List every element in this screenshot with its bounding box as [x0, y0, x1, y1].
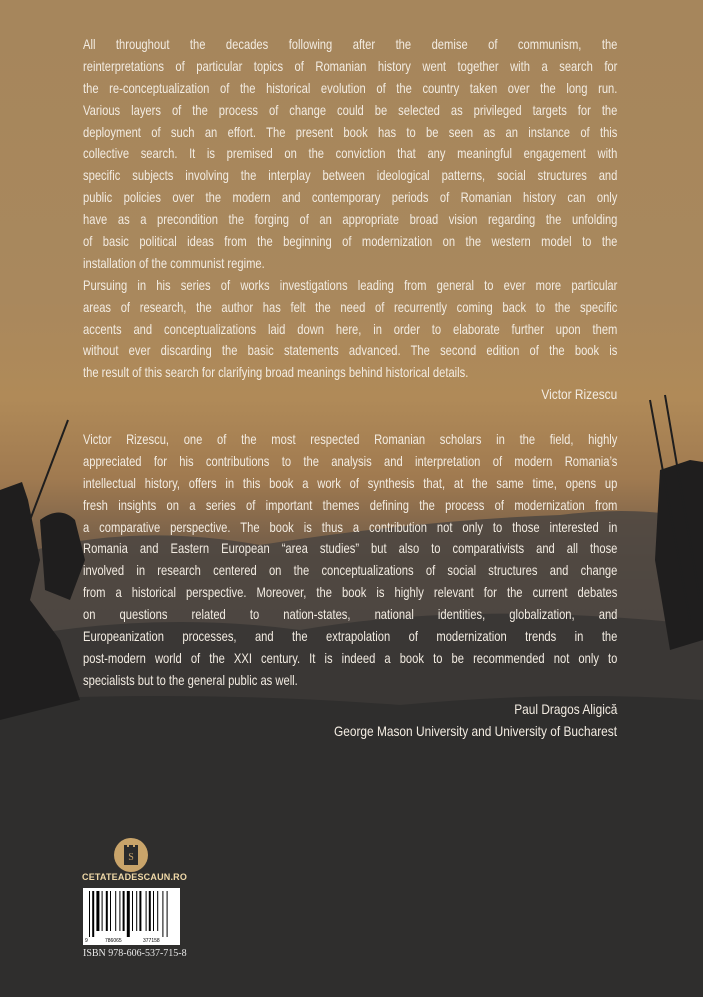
isbn: ISBN 978-606-537-715-8	[83, 948, 187, 959]
barcode-digit: 377158	[143, 938, 160, 944]
barcode-bar	[149, 891, 151, 931]
barcode-bar	[102, 891, 103, 931]
description-paragraph-1	[83, 34, 703, 406]
barcode-bar	[110, 891, 111, 931]
text-line: the result of this search for clarifying broad meanings behind historical details.	[83, 364, 469, 381]
text-line: fresh insights on a series of important themes defining the process of modernization from	[83, 496, 618, 513]
barcode-bar	[132, 891, 133, 931]
barcode-digit: 9	[85, 938, 88, 944]
text-line: areas of research, the author has felt the need of recurrently coming back to the specific	[83, 298, 618, 315]
text-line: Various layers of the process of change could be selected as privileged targets for the	[83, 101, 618, 118]
barcode-bar	[162, 891, 163, 937]
reviewer-name-text: Paul Dragos Aligică	[513, 700, 617, 717]
barcode-bar	[139, 891, 141, 931]
text-line: specialists but to the general public as well.	[83, 671, 298, 688]
barcode-bar	[157, 891, 158, 931]
text-line: public policies over the modern and contemporary periods of Romanian history can only	[83, 189, 618, 206]
text-line: a comparative perspective. The book is thus a contribution not only to those interested in	[83, 518, 618, 535]
review-paragraph	[83, 429, 703, 742]
author-name: Victor Rizescu	[541, 386, 617, 403]
text-line: specific subjects involving the interplay between ideological patterns, social structures and	[83, 167, 618, 184]
text-line: intellectual history, offers in this book a work of synthesis that, at the same time, opens up	[83, 474, 618, 491]
barcode	[83, 888, 180, 945]
barcode-bar	[89, 891, 90, 937]
text-line: Romania and Eastern European “area studies” but also to comparativists and all those	[83, 540, 618, 557]
barcode-bar	[92, 891, 94, 937]
reviewer-affiliation-text: George Mason University and University of Bucharest	[333, 722, 617, 739]
barcode-bar	[146, 891, 147, 931]
barcode-bar	[153, 891, 154, 931]
text-line: collective search. It is premised on the conviction that any meaningful engagement with	[83, 145, 618, 162]
text-line: of basic political ideas from the beginning of modernization on the western model to the	[83, 233, 618, 250]
barcode-bar	[127, 891, 130, 937]
text-line: Pursuing in his series of works investigations leading from general to ever more particular	[83, 276, 618, 293]
barcode-bar	[96, 891, 99, 931]
publisher-logo-icon	[114, 838, 148, 872]
reviewer-name	[83, 699, 617, 721]
svg-text:S: S	[128, 852, 134, 863]
text-line: involved in research centered on the conceptualizations of social structures and change	[83, 562, 618, 579]
text-line: post-modern world of the XXI century. It is indeed a book to be recommended not only to	[83, 649, 618, 666]
text-line: reinterpretations of particular topics of Romanian history went together with a search for	[83, 57, 618, 74]
text-line: All throughout the decades following after the demise of communism, the	[83, 36, 618, 52]
text-line: on questions related to nation-states, national identities, globalization, and	[83, 606, 618, 623]
text-line: without ever discarding the basic statements advanced. The second edition of the book is	[83, 342, 618, 359]
text-line: installation of the communist regime.	[83, 254, 265, 271]
barcode-digit: 786065	[105, 938, 122, 944]
text-line: from a historical perspective. Moreover, the book is highly relevant for the current debates	[83, 584, 618, 601]
text-line: have as a precondition the forging of an appropriate broad vision regarding the unfolding	[83, 211, 618, 228]
barcode-bar	[115, 891, 116, 931]
text-line: the re-conceptualization of the historical evolution of the country taken over the long run.	[83, 79, 618, 96]
barcode-bar	[119, 891, 120, 931]
barcode-bar	[136, 891, 137, 931]
text-line: Victor Rizescu, one of the most respected Romanian scholars in the field, highly	[83, 431, 618, 447]
barcode-bar	[167, 891, 168, 937]
barcode-bar	[123, 891, 125, 931]
text-line: Europeanization processes, and the extrapolation of modernization trends in the	[83, 628, 618, 645]
text-line: deployment of such an effort. The present book has to be seen as an instance of this	[83, 123, 618, 140]
text-line: appreciated for his contributions to the analysis and interpretation of modern Romania’s	[83, 452, 618, 469]
text-line: accents and conceptualizations laid down here, in order to elaborate further upon them	[83, 320, 618, 337]
barcode-bar	[106, 891, 108, 931]
reviewer-affiliation	[83, 721, 617, 743]
publisher-website: CETATEADESCAUN.RO	[82, 872, 188, 882]
author-signature	[83, 384, 617, 406]
